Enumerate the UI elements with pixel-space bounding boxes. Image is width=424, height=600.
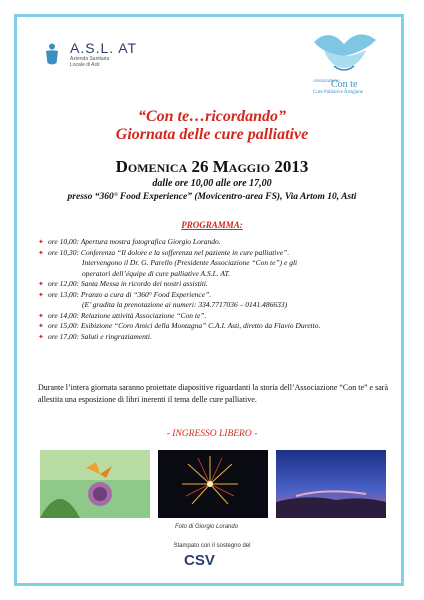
program-item-text: ore 12,00: Santa Messa in ricordo dei nostri assistiti. <box>48 279 208 288</box>
program-item-continuation: (E’ gradita la prenotazione ai numeri: 334.7717036 – 0141.486633) <box>82 300 288 309</box>
program-item <box>38 279 398 290</box>
asl-subtitle: Azienda Sanitaria Locale di Asti <box>70 56 110 68</box>
bullet-star-icon: ✦ <box>38 290 44 299</box>
photo-sunset-sky <box>276 450 386 518</box>
bullet-star-icon: ✦ <box>38 238 44 246</box>
con-te-brand <box>313 78 363 95</box>
program-item-text: ore 10,30: Conferenza “Il dolore e la sofferenza nel paziente in cure palliative”. <box>48 247 290 257</box>
program-item <box>38 248 398 259</box>
event-hours: dalle ore 10,00 alle ore 17,00 <box>152 178 272 189</box>
program-item <box>38 311 398 322</box>
asl-logo-icon <box>40 42 64 72</box>
con-te-name: Con te <box>331 79 358 90</box>
bullet-star-icon: ✦ <box>38 322 44 330</box>
event-date <box>0 157 424 177</box>
event-title-line1: “Con te…ricordando” <box>137 108 286 125</box>
program-item <box>38 332 398 343</box>
program-item <box>38 290 398 301</box>
program-item-continuation: operatori dell’équipe di cure palliative A.S.L. AT. <box>82 268 231 278</box>
date-weekday: Domenica <box>115 157 188 176</box>
program-item-continuation: Intervengono il Dr. G. Parello (Presidente Associazione “Con te”) e gli <box>82 258 298 267</box>
program-item <box>38 321 398 332</box>
photo-butterfly-flower <box>40 450 150 518</box>
printed-with-support: Stampato con il sostegno del <box>173 543 251 549</box>
program-title: PROGRAMMA: <box>181 220 243 230</box>
photo-fireworks <box>158 450 268 518</box>
program-list <box>38 237 398 342</box>
bullet-star-icon: ✦ <box>38 280 44 288</box>
event-place: presso “360° Food Experience” (Movicentro-area FS), Via Artom 10, Asti <box>67 192 357 202</box>
bullet-star-icon: ✦ <box>38 332 44 341</box>
asl-title: A.S.L. AT <box>70 40 138 56</box>
program-item-text: ore 15,00: Esibizione “Coro Amici della Montagna” C.A.I. Asti, diretto da Flavio Duretto. <box>48 321 321 330</box>
con-te-assoc-label: Associazione <box>313 78 340 83</box>
program-item-text: ore 10,00: Apertura mostra fotografica Giorgio Lorando. <box>48 237 221 246</box>
program-item-text: ore 14,00: Relazione attività Associazione “Con te”. <box>48 310 207 320</box>
bullet-star-icon: ✦ <box>38 248 44 257</box>
description-text: Durante l’intera giornata saranno proiettate diapositive riguardanti la storia dell’Associazione “Con te” e sarà allestita una esposizione di libri inerenti il tema delle cure palliative. <box>38 383 388 404</box>
date-day: 26 <box>191 157 209 176</box>
photo-credit: Foto di Giorgio Lorando <box>175 524 239 530</box>
event-title-line2: Giornata delle cure palliative <box>115 126 309 143</box>
program-item-text: ore 17,00: Saluti e ringraziamenti. <box>48 331 152 341</box>
date-year: 2013 <box>274 157 309 176</box>
program-item <box>38 237 398 248</box>
free-entry-label: - INGRESSO LIBERO - <box>166 429 258 439</box>
asl-brand <box>70 40 137 68</box>
con-te-subtitle: Cure Palliative Astigiane <box>313 90 363 95</box>
csv-logo: CSV <box>184 552 215 569</box>
bullet-star-icon: ✦ <box>38 311 44 320</box>
date-month: Maggio <box>212 157 271 176</box>
program-item-text: ore 13,00: Pranzo a cura di “360° Food Experience”. <box>48 289 212 299</box>
